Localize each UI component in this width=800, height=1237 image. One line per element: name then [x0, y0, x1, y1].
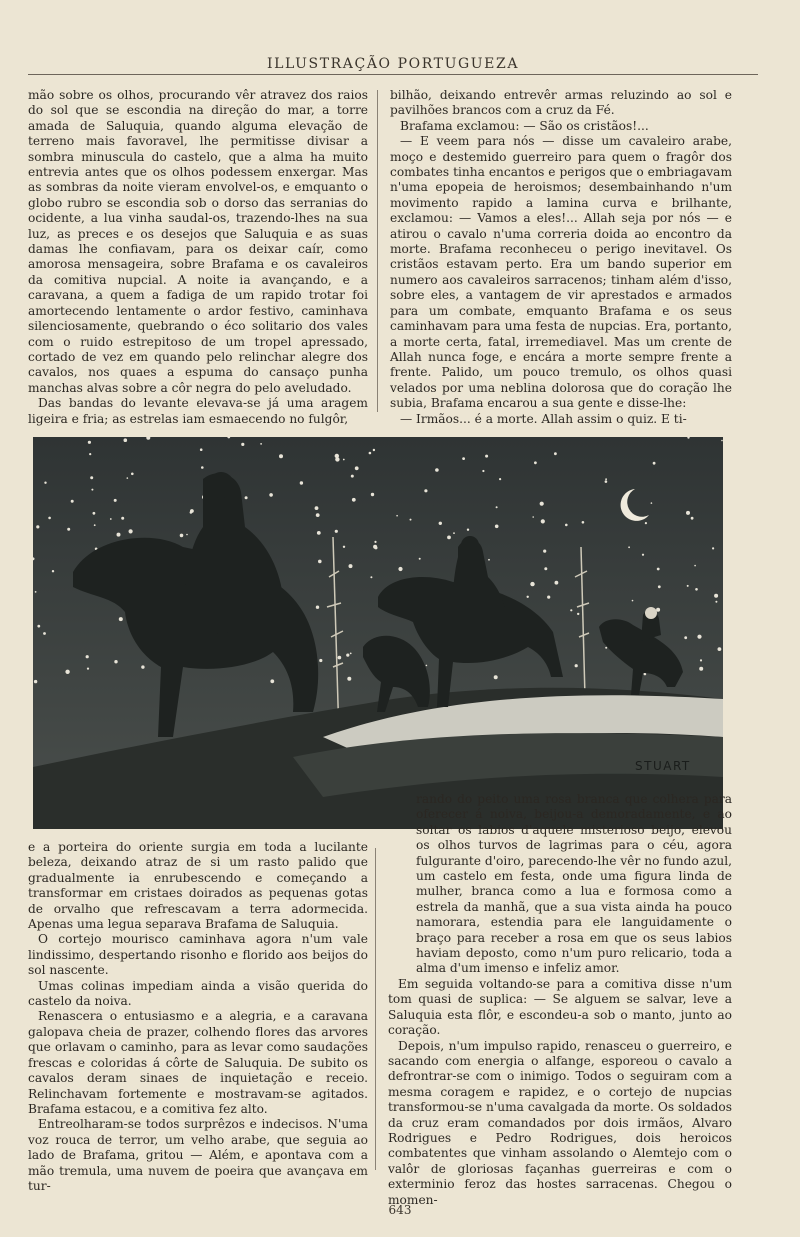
star [712, 547, 714, 549]
paragraph: Umas colinas impediam ainda a visão querida do castelo da noiva. [28, 978, 368, 1009]
star [482, 470, 484, 472]
star [691, 517, 694, 520]
star [547, 596, 550, 599]
paragraph: bilhão, deixando entrevêr armas reluzindo ao sol e pavilhões brancos com a cruz da Fé. [390, 88, 732, 118]
running-header [28, 54, 758, 76]
star [119, 617, 123, 621]
magazine-title: ILLUSTRAÇÃO PORTUGUEZA [266, 56, 520, 72]
star [86, 655, 89, 658]
star [645, 522, 647, 524]
star [370, 576, 372, 578]
star [186, 534, 188, 536]
star [241, 443, 244, 446]
star [129, 529, 133, 533]
star [93, 512, 96, 515]
star [582, 521, 585, 524]
star [318, 560, 322, 564]
illustration-drawing [33, 437, 723, 829]
paragraph: e a porteira do oriente surgia em toda a lucilante beleza, deixando atraz de si um rasto palido que gradualmente ia enrubescendo e começando a transformar em cristaes doirados as pequenas gotas de orvalho que refrescavam a terra adormecida. Apenas uma legua separava Brafama de Saluquia. [28, 840, 368, 932]
star [697, 635, 701, 639]
star [346, 654, 349, 657]
star [398, 567, 402, 571]
star [577, 613, 579, 615]
star [349, 564, 353, 568]
star [653, 462, 656, 465]
star [35, 591, 37, 593]
star [124, 438, 128, 442]
star [541, 519, 545, 523]
star [36, 525, 39, 528]
paragraph: Depois, n'um impulso rapido, renasceu o guerreiro, e sacando com energia o alfange, esporeou o cavalo a defrontrar-se com o inimigo. Todos o seguiram com a mesma coragem e rapidez, e o cortejo de nupcias transformou-se n'uma cavalgada da morte. Os soldados da cruz eram comandados por dois irmãos, Alvaro Rodrigues e Pedro Rodrigues, dois heroicos combatentes que vinham assolando o Alemtejo com o valôr de gloriosas façanhas guerreiras e com o exterminio feroz das hostes sarracenas. Chegou o momen- [388, 1038, 732, 1207]
star [88, 441, 91, 444]
star [260, 443, 262, 445]
star [44, 482, 46, 484]
paragraph: Renascera o entusiasmo e a alegria, e a caravana galopava cheia de prazer, colhendo flores das arvores que orlavam o caminho, para as levar como saudações frescas e coloridas á côrte de Saluquia. De subito os cavalos deram sinaes de inquietação e receio. Relinchavam fortemente e mostravam-se agitados. Brafama estacou, e a comitiva fez alto. [28, 1009, 368, 1116]
star [91, 489, 93, 491]
star [335, 454, 339, 458]
star [114, 660, 117, 663]
star [565, 524, 568, 527]
star [532, 516, 534, 518]
star [34, 680, 37, 683]
star [628, 546, 630, 548]
star [467, 529, 469, 531]
star [426, 665, 428, 667]
star [89, 453, 91, 455]
star [447, 536, 451, 540]
star [87, 668, 89, 670]
star [315, 506, 319, 510]
star [90, 476, 93, 479]
star [371, 493, 374, 496]
star [374, 541, 376, 543]
star [201, 466, 204, 469]
star [718, 647, 722, 651]
star [117, 533, 121, 537]
paragraph: O cortejo mourisco caminhava agora n'um vale lindissimo, despertando risonho e florido aos beijos do sol nascente. [28, 932, 368, 978]
star [94, 524, 96, 526]
star [499, 478, 501, 480]
star [687, 585, 689, 587]
star [269, 493, 273, 497]
star [453, 532, 455, 534]
star [110, 518, 112, 520]
star [351, 475, 354, 478]
star [715, 601, 717, 603]
star [435, 468, 439, 472]
star [439, 522, 442, 525]
star [71, 500, 74, 503]
star [300, 481, 303, 484]
star [37, 625, 40, 628]
star [335, 530, 338, 533]
star [632, 600, 634, 602]
star [316, 513, 320, 517]
star [352, 498, 356, 502]
paragraph: Entreolharam-se todos surprêzos e indecisos. N'uma voz rouca de terror, um velho arabe, que seguia ao lado de Brafama, gritou — Além, e apontava com a mão tremula, uma nuvem de poeira que avançava em tur- [28, 1117, 368, 1193]
star [699, 667, 703, 671]
star [65, 670, 69, 674]
star [605, 480, 608, 483]
paragraph: — Irmãos... é a morte. Allah assim o quiz. E ti- [400, 411, 687, 426]
star [373, 449, 375, 451]
star [700, 659, 702, 661]
star [544, 567, 547, 570]
star [721, 440, 723, 442]
star [355, 466, 359, 470]
star [554, 452, 557, 455]
star [396, 515, 398, 517]
star [369, 452, 372, 455]
star [494, 675, 498, 679]
paragraph: — E veem para nós — disse um cavaleiro arabe, moço e destemido guerreiro para quem o fragôr dos combates tinha encantos e perigos que o embriagavam n'uma epopeia de heroismos; desembainhando n'um movimento rapido a lamina curva e brilhante, exclamou: — Vamos a eles!... Allah seja por nós — e atirou o cavalo n'uma correria doida ao encontro da morte. Brafama reconheceu o perigo inevitavel. Os cristãos estavam perto. Era um bando superior em numero aos cavaleiros sarracenos; tinham além d'isso, sobre eles, a vantagem de vir aprestados e armados para um combate, emquanto Brafama e os seus caminhavam para uma festa de nupcias. Era, portanto, a morte certa, fatal, irremediavel. Mas um crente de Allah nunca foge, e encára a morte sempre frente a frente. Palido, um pouco tremulo, os olhos quasi velados por uma neblina dolorosa que do coração lhe subia, Brafama encarou a sua gente e disse-lhe: [390, 134, 732, 411]
star [410, 519, 412, 521]
column-divider [377, 90, 378, 412]
column-divider [375, 848, 376, 1170]
star [424, 489, 427, 492]
star [694, 565, 696, 567]
star [495, 525, 499, 529]
star [200, 448, 203, 451]
star [605, 478, 607, 480]
star [141, 665, 144, 668]
star [114, 499, 117, 502]
star [530, 582, 534, 586]
column-top-left [28, 88, 368, 427]
star [570, 609, 572, 611]
column-top-right [390, 88, 732, 427]
star [651, 502, 653, 504]
paragraph: Das bandas do levante elevava-se já uma aragem ligeira e fria; as estrelas iam esmaecendo no fulgôr, [28, 396, 368, 426]
star [350, 653, 352, 655]
star [485, 455, 488, 458]
star [317, 531, 321, 535]
star [657, 568, 660, 571]
star [343, 459, 345, 461]
star [555, 581, 559, 585]
star [347, 677, 351, 681]
star [695, 588, 698, 591]
star [642, 554, 644, 556]
star [656, 608, 660, 612]
star [316, 606, 319, 609]
artist-signature: STUART [635, 759, 691, 773]
star [48, 517, 51, 520]
star [127, 477, 129, 479]
star [343, 546, 345, 548]
star [684, 636, 687, 639]
star [540, 502, 544, 506]
star [658, 585, 661, 588]
column-bottom-right [388, 792, 732, 1208]
star [131, 473, 134, 476]
star [534, 461, 537, 464]
star [121, 517, 124, 520]
star [190, 511, 193, 514]
star [462, 457, 465, 460]
star [488, 559, 490, 561]
star [714, 594, 718, 598]
star [575, 664, 578, 667]
star [245, 496, 248, 499]
star [686, 511, 690, 515]
star [52, 570, 54, 572]
paragraph: Em seguida voltando-se para a comitiva disse n'um tom quasi de suplica: — Se alguem se salvar, leve a Saluquia esta flôr, e escondeu-a sob o manto, junto ao coração. [388, 976, 732, 1038]
night-riders-illustration [33, 437, 723, 829]
star [180, 534, 184, 538]
star [605, 647, 607, 649]
star [319, 659, 322, 662]
star [279, 454, 283, 458]
star [496, 506, 498, 508]
paragraph: rando do peito uma rosa branca que colhera para oferecer á noiva, beijou-a demoradamente, e ao soltar os labios d'aquele misterioso beijo, elevou os olhos turvos de lagrimas para o céu, agora fulgurante d'oiro, parecendo-lhe vêr no fundo azul, um castelo em festa, onde uma figura linda de mulher, branca como a lua e formosa como a estrela da manhã, que a sua vista ainda ha pouco namorara, estendia para ele languidamente o braço para receber a rosa em que os seus labios haviam deposto, como n'um puro relicario, toda a alma d'um imenso e infeliz amor. [416, 792, 732, 976]
star [374, 546, 377, 549]
star [543, 550, 546, 553]
star [419, 558, 421, 560]
paragraph: mão sobre os olhos, procurando vêr atravez dos raios do sol que se escondia na direção do mar, a torre amada de Saluquia, quando alguma elevação de terreno mais favoravel, lhe permitisse divisar a sombra minuscula do castelo, que a alma ha muito entrevia antes que os olhos podessem enxergar. Mas as sombras da noite vieram envolvel-os, e emquanto o globo rubro se escondia sob o dorso das serranias do ocidente, a lua vinha saudal-os, trazendo-lhes na sua luz, as preces e os desejos que Saluquia e as suas damas lhe confiavam, para os deixar caír, como amorosa mensageira, sobre Brafama e os cavaleiros da comitiva nupcial. A noite ia avançando, e a caravana, a quem a fadiga de um rapido trotar foi amortecendo lentamente o ardor festivo, caminhava silenciosamente, quebrando o éco solitario dos vales com o ruido estrepitoso de um tropel apressado, cortado de vez em quando pelo relinchar alegre dos cavalos, nos quaes a espuma do cansaço punha manchas alvas sobre a côr negra do pelo aveludado. [28, 88, 368, 395]
star [67, 528, 70, 531]
star [527, 596, 529, 598]
paragraph: Brafama exclamou: — São os cristãos!... [400, 118, 649, 133]
star [270, 679, 274, 683]
star [43, 632, 46, 635]
header-rule [28, 74, 758, 75]
star [338, 656, 342, 660]
column-bottom-left [28, 840, 368, 1194]
page-number: 643 [388, 1203, 412, 1217]
